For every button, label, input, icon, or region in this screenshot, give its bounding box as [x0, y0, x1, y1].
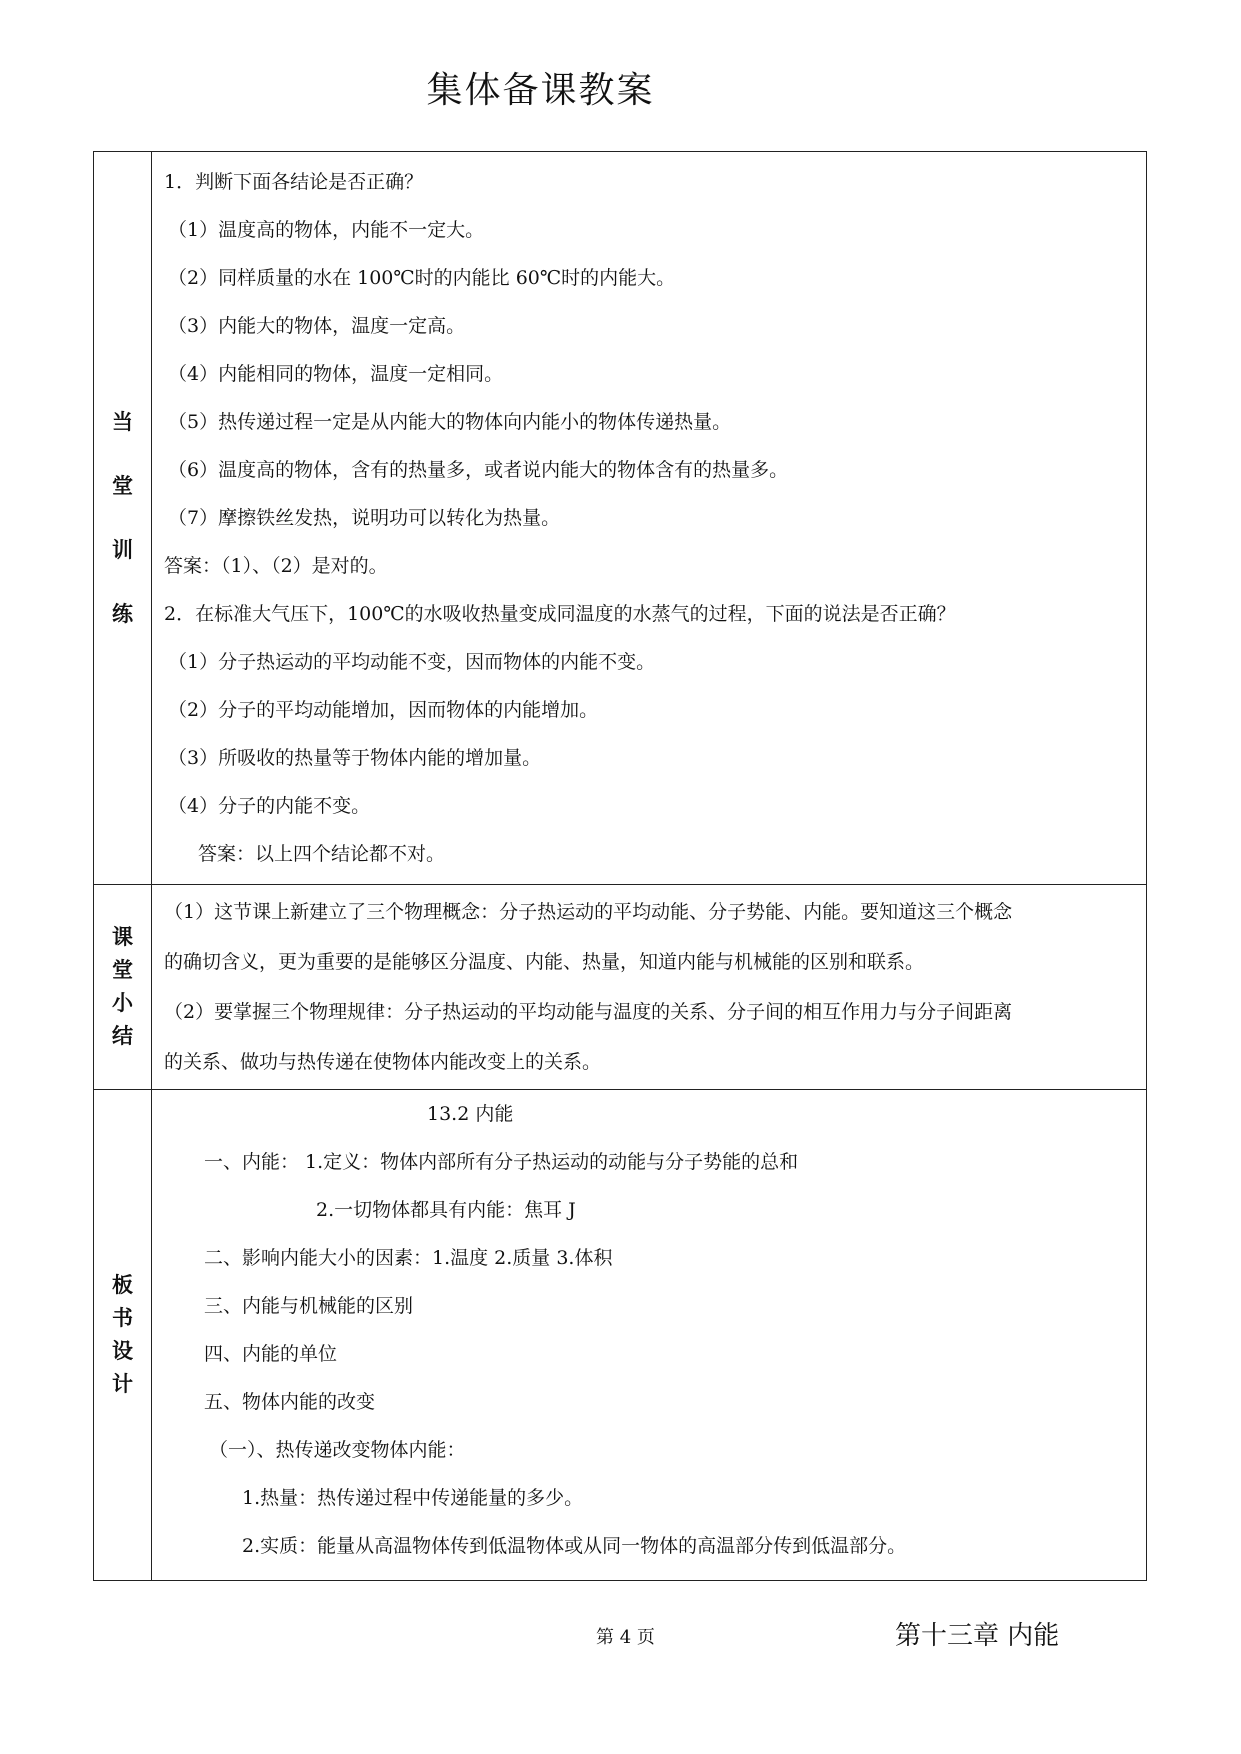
training-line: （1）分子热运动的平均动能不变，因而物体的内能不变。 [168, 651, 656, 673]
training-line: （2）分子的平均动能增加，因而物体的内能增加。 [168, 699, 599, 721]
training-label [94, 152, 152, 885]
training-line: （2）同样质量的水在 100℃时的内能比 60℃时的内能大。 [168, 267, 676, 289]
training-answer: 答案：（1）、（2）是对的。 [164, 555, 388, 577]
summary-row [94, 885, 1147, 1090]
training-label-char: 堂 [112, 474, 133, 498]
summary-line: 的关系、做功与热传递在使物体内能改变上的关系。 [164, 1051, 602, 1073]
page-title: 集体备课教案 [426, 70, 655, 111]
training-line: （3）所吸收的热量等于物体内能的增加量。 [168, 747, 542, 769]
lesson-table [93, 151, 1147, 1581]
summary-line: （1）这节课上新建立了三个物理概念：分子热运动的平均动能、分子势能、内能。要知道这三个概念 [164, 901, 1013, 923]
chapter-title: 第十三章 内能 [895, 1621, 1060, 1651]
board-content [152, 1090, 1147, 1581]
board-label-char: 板 [112, 1273, 133, 1297]
summary-line: 的确切含义，更为重要的是能够区分温度、内能、热量，知道内能与机械能的区别和联系。 [164, 951, 925, 973]
summary-line: （2）要掌握三个物理规律：分子热运动的平均动能与温度的关系、分子间的相互作用力与分子间距离 [164, 1001, 1013, 1023]
board-line: 四、内能的单位 [204, 1343, 338, 1365]
training-line: 1．判断下面各结论是否正确？ [164, 171, 424, 193]
board-line: 1.热量：热传递过程中传递能量的多少。 [242, 1487, 584, 1509]
training-row [94, 152, 1147, 885]
summary-label-char: 小 [112, 991, 133, 1015]
board-label-char: 计 [112, 1372, 133, 1396]
training-line: （7）摩擦铁丝发热，说明功可以转化为热量。 [168, 507, 561, 529]
board-line: 2.实质：能量从高温物体传到低温物体或从同一物体的高温部分传到低温部分。 [242, 1535, 907, 1557]
training-line: 2．在标准大气压下，100℃的水吸收热量变成同温度的水蒸气的过程，下面的说法是否正确？ [164, 603, 956, 625]
training-answer: 答案：以上四个结论都不对。 [198, 843, 446, 865]
board-label [94, 1090, 152, 1581]
summary-label-char: 堂 [112, 958, 133, 982]
board-row [94, 1090, 1147, 1581]
training-line: （4）分子的内能不变。 [168, 795, 371, 817]
board-line: 一、内能： 1.定义：物体内部所有分子热运动的动能与分子势能的总和 [204, 1151, 799, 1173]
page-number: 第 4 页 [596, 1627, 655, 1648]
board-line: 二、影响内能大小的因素：1.温度 2.质量 3.体积 [204, 1247, 613, 1269]
training-label-char: 当 [112, 410, 133, 434]
board-label-char: 设 [112, 1339, 133, 1363]
board-label-char: 书 [112, 1306, 133, 1330]
training-label-char: 练 [112, 602, 133, 626]
summary-label [94, 885, 152, 1090]
board-line: （一）、热传递改变物体内能： [209, 1439, 466, 1461]
training-line: （4）内能相同的物体，温度一定相同。 [168, 363, 504, 385]
training-line: （5）热传递过程一定是从内能大的物体向内能小的物体传递热量。 [168, 411, 732, 433]
board-heading: 13.2 内能 [427, 1103, 514, 1125]
summary-content [152, 885, 1147, 1090]
board-line: 2.一切物体都具有内能：焦耳 J [316, 1199, 576, 1221]
training-line: （1）温度高的物体，内能不一定大。 [168, 219, 485, 241]
board-line: 五、物体内能的改变 [204, 1391, 376, 1413]
training-label-char: 训 [112, 538, 133, 562]
summary-label-char: 课 [112, 925, 133, 949]
board-line: 三、内能与机械能的区别 [204, 1295, 414, 1317]
summary-label-char: 结 [112, 1024, 133, 1048]
training-line: （6）温度高的物体，含有的热量多，或者说内能大的物体含有的热量多。 [168, 459, 789, 481]
training-line: （3）内能大的物体，温度一定高。 [168, 315, 466, 337]
training-content [152, 152, 1147, 885]
